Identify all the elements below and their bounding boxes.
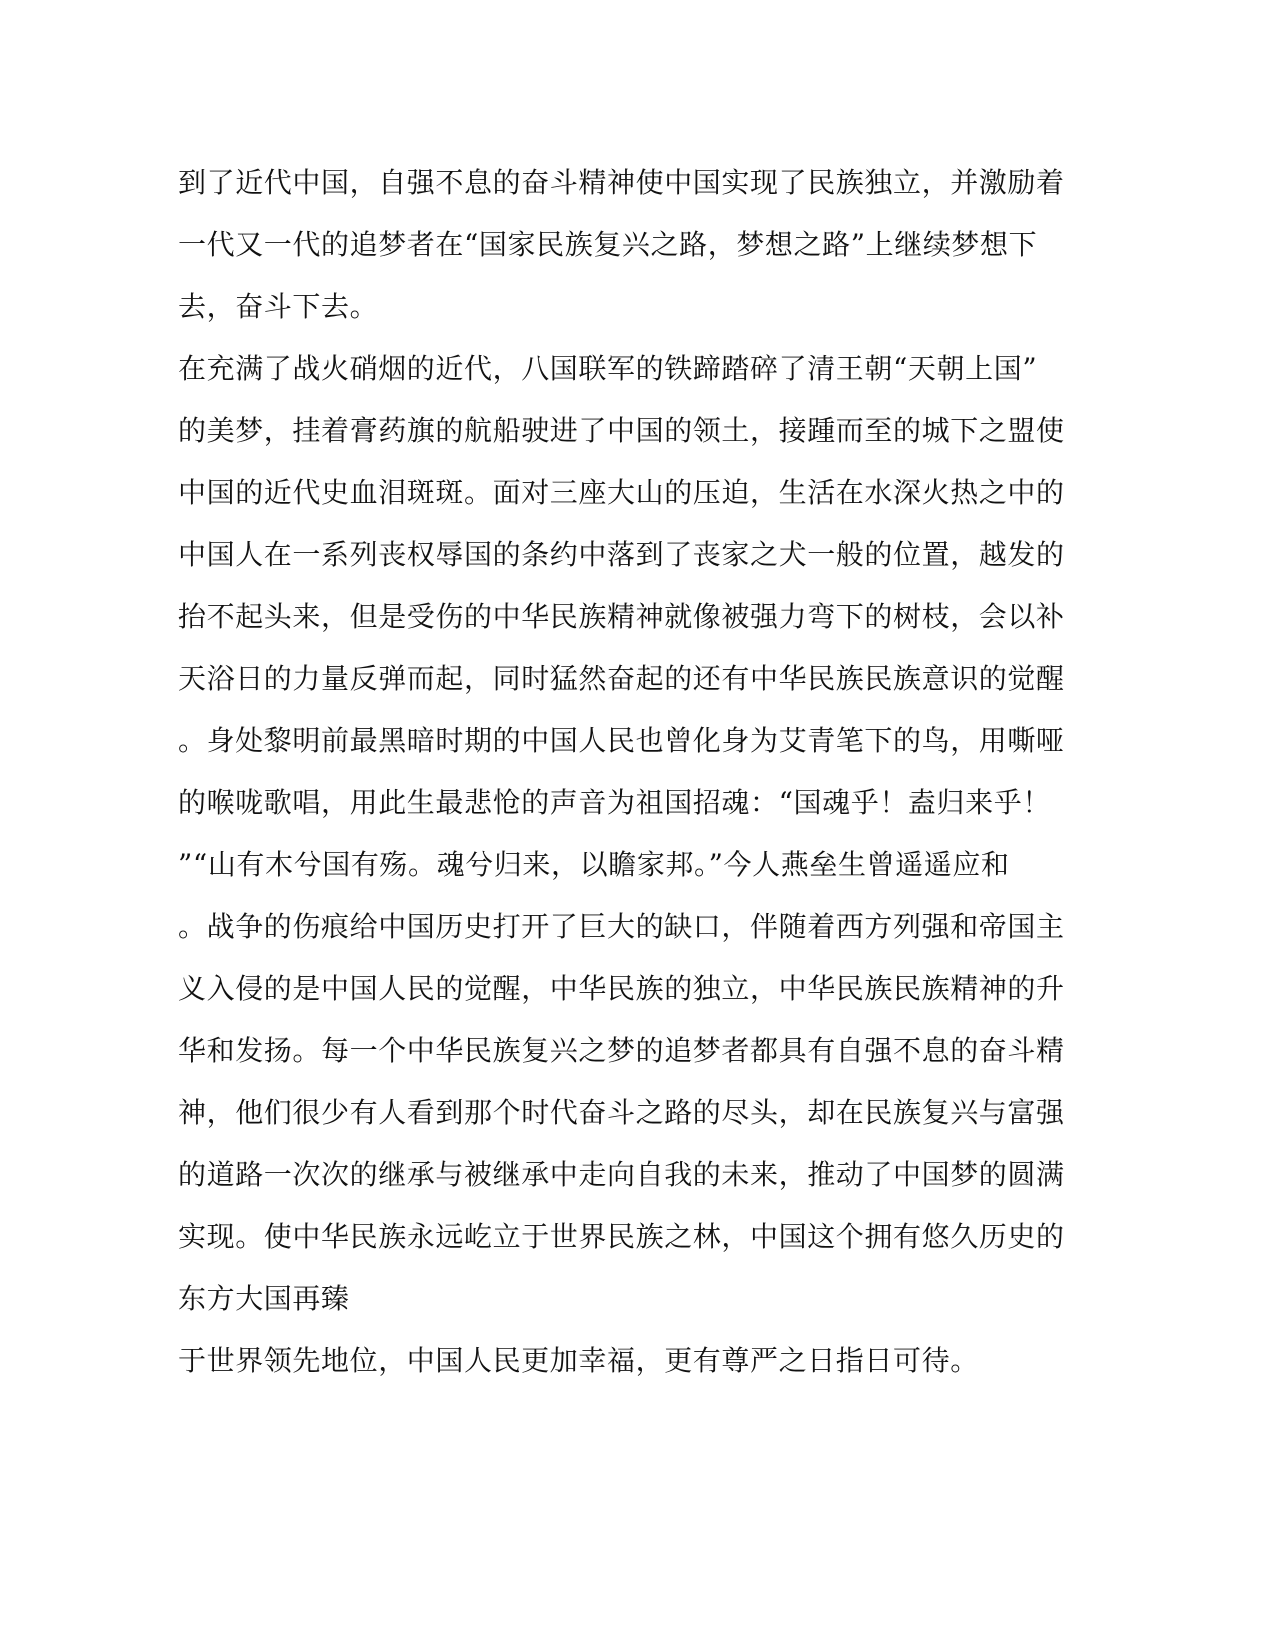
text-line: 抬不起头来，但是受伤的中华民族精神就像被强力弯下的树枝，会以补 [178,600,1065,633]
text-line: 。战争的伤痕给中国历史打开了巨大的缺口，伴随着西方列强和帝国主 [178,910,1065,943]
text-line: 天浴日的力量反弹而起，同时猛然奋起的还有中华民族民族意识的觉醒 [178,662,1065,695]
text-line: 于世界领先地位，中国人民更加幸福，更有尊严之日指日可待。 [178,1344,979,1377]
text-line: 一代又一代的追梦者在“国家民族复兴之路，梦想之路”上继续梦想下 [178,228,1038,261]
text-line: 华和发扬。每一个中华民族复兴之梦的追梦者都具有自强不息的奋斗精 [178,1034,1065,1067]
text-line: 东方大国再臻 [178,1282,350,1315]
text-line: 的喉咙歌唱，用此生最悲怆的声音为祖国招魂：“国魂乎！盍归来乎！ [178,786,1051,819]
text-line: 中国的近代史血泪斑斑。面对三座大山的压迫，生活在水深火热之中的 [178,476,1065,509]
text-line: 中国人在一系列丧权辱国的条约中落到了丧家之犬一般的位置，越发的 [178,538,1065,571]
text-line: 在充满了战火硝烟的近代，八国联军的铁蹄踏碎了清王朝“天朝上国” [178,352,1038,385]
text-line: 去，奋斗下去。 [178,290,379,323]
text-line: 的美梦，挂着膏药旗的航船驶进了中国的领土，接踵而至的城下之盟使 [178,414,1065,447]
body-text [178,152,1065,1392]
text-line: ”“山有木兮国有殇。魂兮归来，以瞻家邦。”今人燕垒生曾遥遥应和 [178,848,1010,881]
text-line: 到了近代中国，自强不息的奋斗精神使中国实现了民族独立，并激励着 [178,166,1065,199]
text-line: 义入侵的是中国人民的觉醒，中华民族的独立，中华民族民族精神的升 [178,972,1065,1005]
text-line: 。身处黎明前最黑暗时期的中国人民也曾化身为艾青笔下的鸟，用嘶哑 [178,724,1065,757]
text-line: 神，他们很少有人看到那个时代奋斗之路的尽头，却在民族复兴与富强 [178,1096,1065,1129]
text-line: 的道路一次次的继承与被继承中走向自我的未来，推动了中国梦的圆满 [178,1158,1065,1191]
text-line: 实现。使中华民族永远屹立于世界民族之林，中国这个拥有悠久历史的 [178,1220,1065,1253]
